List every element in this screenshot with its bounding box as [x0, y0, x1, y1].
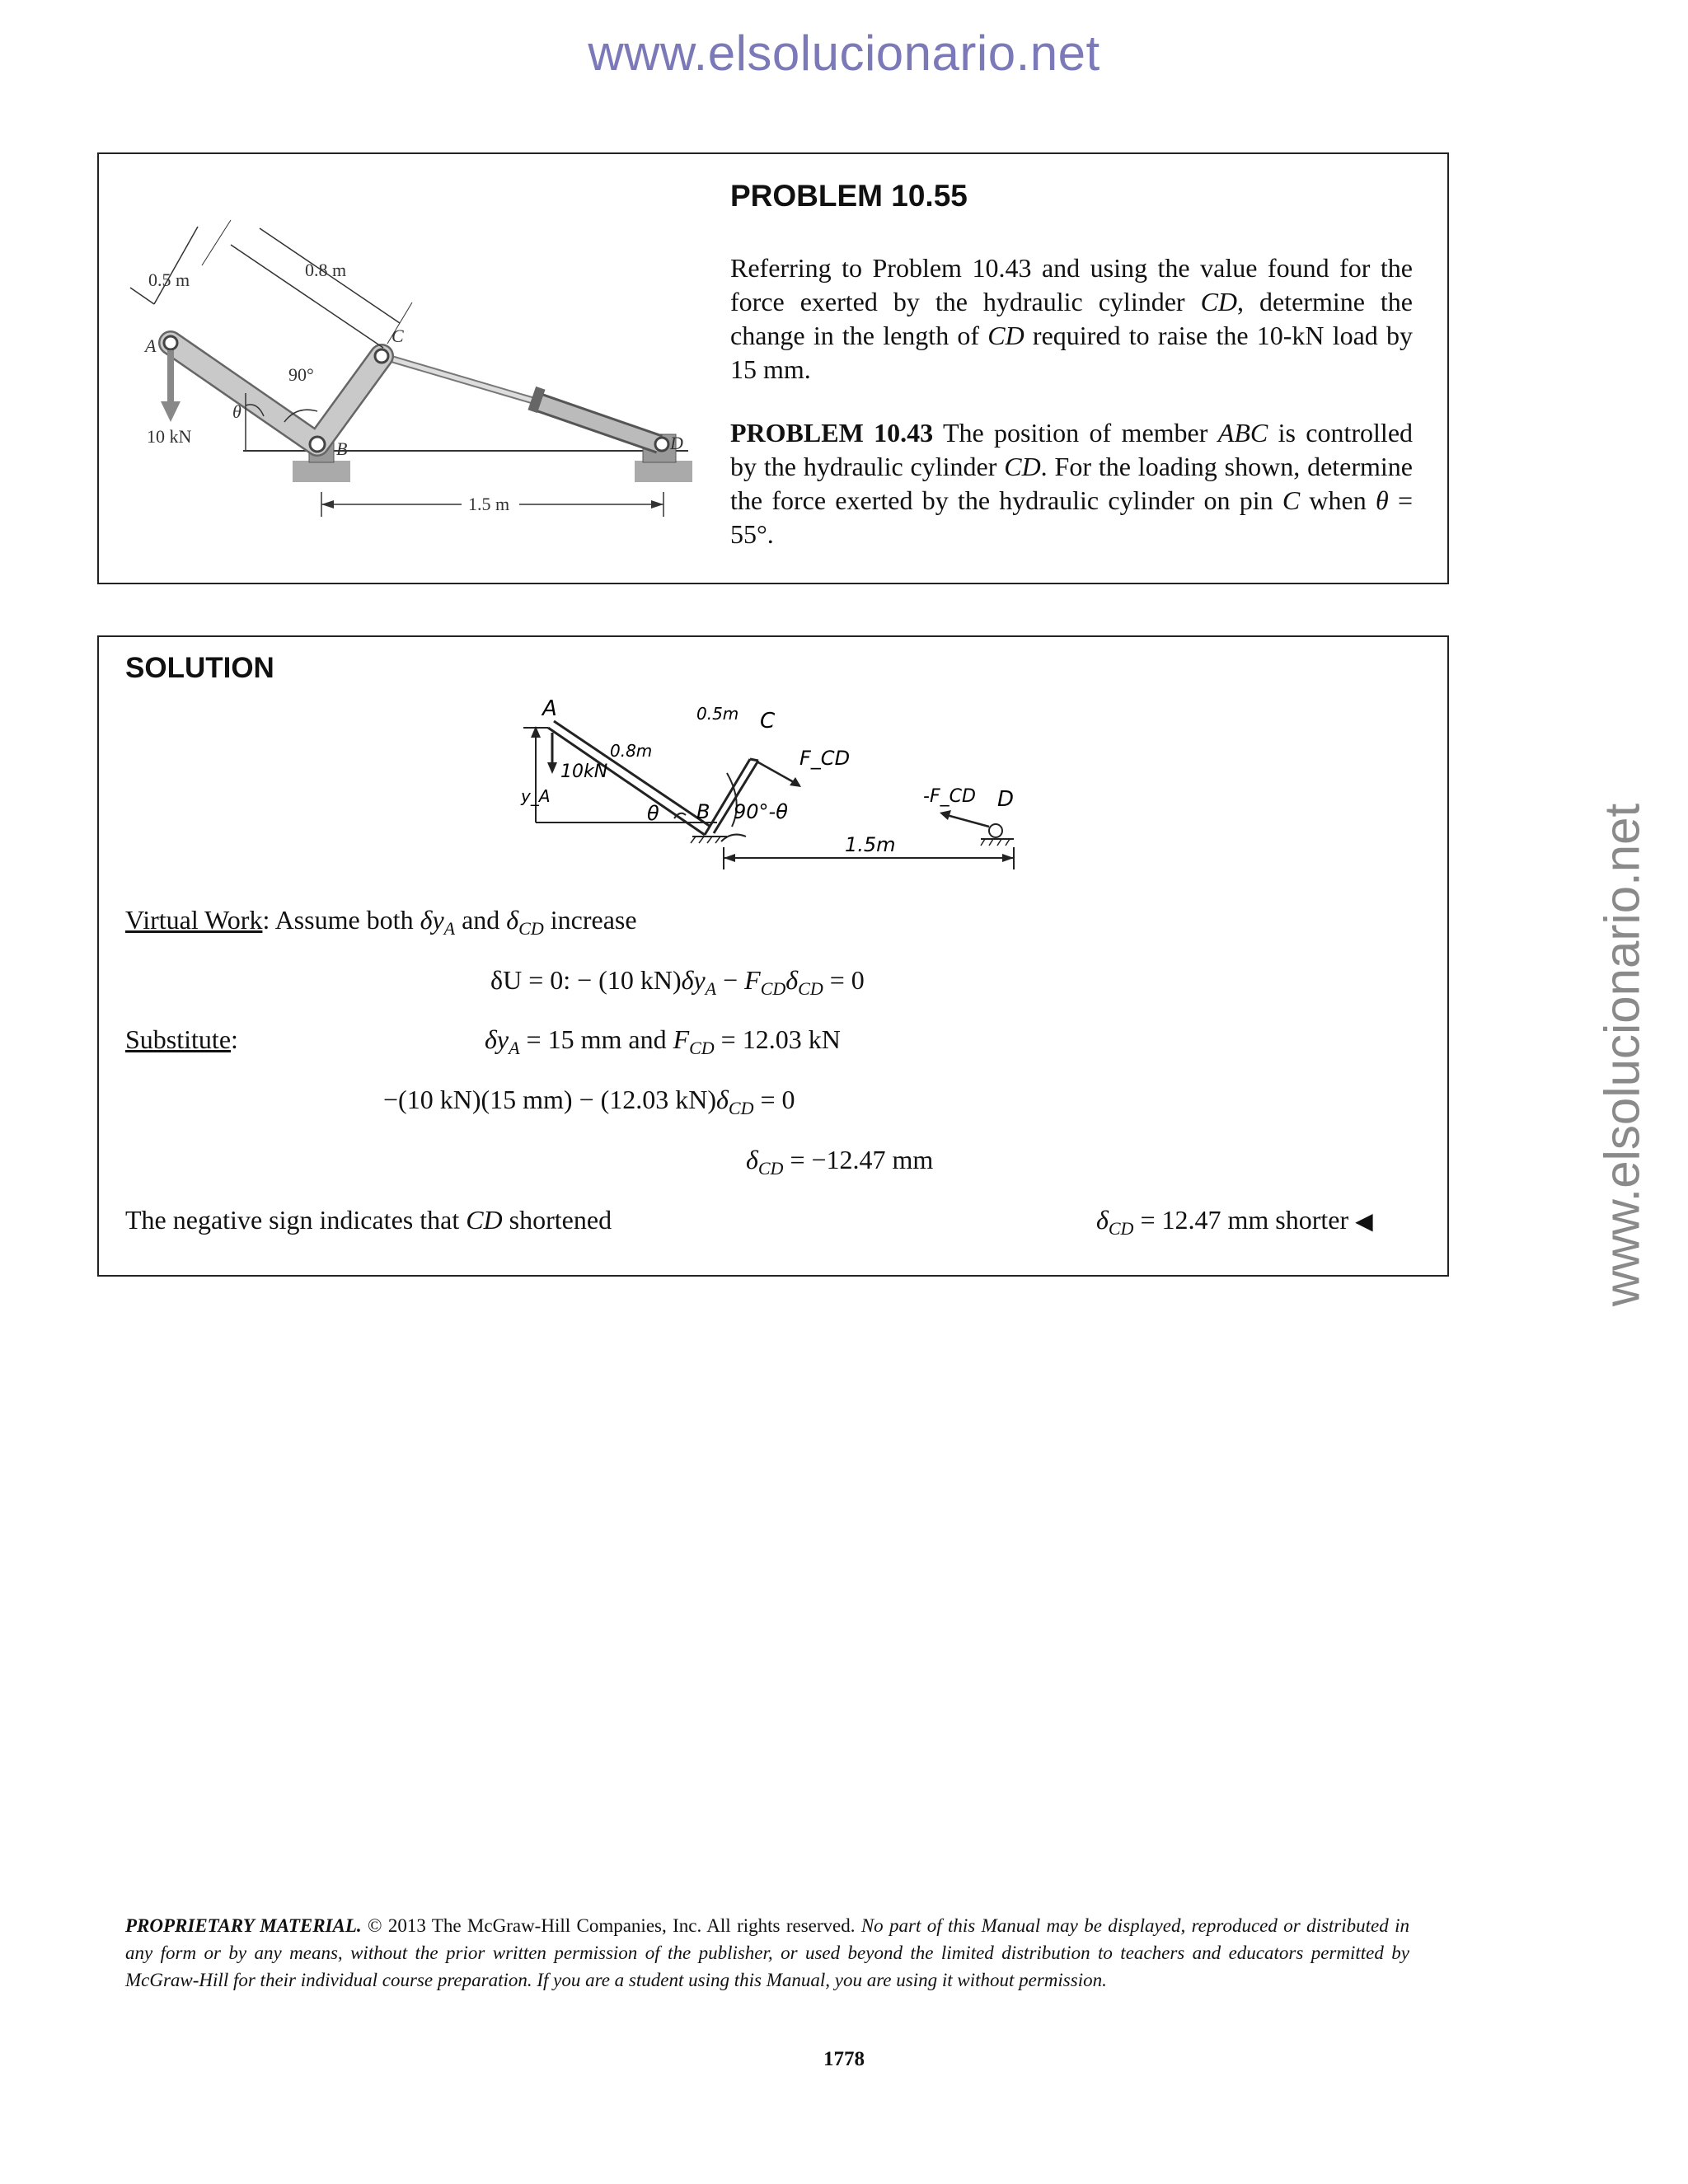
sketch-angle: 90°-θ	[734, 800, 788, 823]
fig-point-b: B	[336, 438, 348, 459]
problem-statement: Referring to Problem 10.43 and using the value found for the force exerted by the hydraulic cylinder CD, determine the change in the length of CD required to raise the 10-kN load by 15 mm.	[730, 253, 1414, 384]
fig-point-d: D	[670, 433, 683, 453]
solution-sketch	[511, 695, 1039, 876]
conclusion-text: The negative sign indicates that CD shortened	[125, 1205, 612, 1235]
substitute-values: $\delta y_A = 15$ mm and $F_{CD} = 12.03$ kN	[485, 1024, 841, 1058]
footer-notice: PROPRIETARY MATERIAL. © 2013 The McGraw-Hill Companies, Inc. All rights reserved. No part of this Manual may be displayed, reproduced or distributed in any form or by any means, without the prior written permission of the publisher, or used beyond the limited distribution to teachers and educators permitted by McGraw-Hill for their individual course preparation. If you are a student using this Manual, you are using it without permission.	[125, 1915, 1409, 1990]
page-number: 1778	[823, 2048, 865, 2070]
fig-point-c: C	[392, 326, 404, 346]
fig-load: 10 kN	[147, 426, 192, 447]
problem-title: PROBLEM 10.55	[730, 179, 968, 213]
sketch-dist: 1.5m	[845, 833, 896, 856]
sketch-d: D	[997, 787, 1015, 812]
solution-box	[97, 635, 1449, 1277]
equation-virtual-work: δU = 0: − (10 $kN)\delta y_A - F_{CD}\delta_{CD} = 0$	[490, 965, 865, 999]
reference-problem: PROBLEM 10.43 The position of member ABC is controlled by the hydraulic cylinder CD. For the loading shown, determine the force exerted by the hydraulic cylinder on pin C when θ = 55°.	[730, 418, 1414, 549]
sketch-len-bc: 0.5m	[696, 704, 739, 724]
problem-figure	[99, 154, 709, 566]
sketch-theta: θ	[647, 802, 659, 825]
solution-title: SOLUTION	[125, 652, 274, 684]
watermark-top[interactable]: www.elsolucionario.net	[588, 26, 1100, 81]
fig-dim-ab: 0.5 m	[148, 269, 190, 290]
fig-theta: θ	[232, 401, 241, 422]
sketch-load: 10kN	[560, 762, 608, 782]
sketch-ya: y_A	[521, 786, 551, 806]
answer-marker-icon: ◀	[1355, 1207, 1373, 1235]
fig-dim-bd: 1.5 m	[468, 494, 510, 514]
virtual-work-line: Virtual Work: Assume both $\delta y_A$ and $\delta_{CD}$ increase	[125, 905, 637, 939]
problem-box	[97, 152, 1449, 584]
equation-substituted: −(10 kN)(15 mm) − (12.03 $kN)\delta_{CD} = 0$	[383, 1085, 795, 1118]
fig-dim-bc: 0.8 m	[305, 260, 347, 280]
watermark-side: www.elsolucionario.net	[1594, 803, 1650, 1307]
sketch-fcd-neg: -F_CD	[923, 786, 976, 807]
substitute-label: Substitute:	[125, 1024, 238, 1054]
sketch-fcd: F_CD	[799, 747, 851, 770]
sketch-len-ab: 0.8m	[610, 741, 653, 761]
fig-angle: 90°	[288, 364, 314, 385]
fig-point-a: A	[145, 335, 157, 356]
sketch-c: C	[760, 709, 776, 733]
equation-result: $\delta_{CD} = -12.47$ mm	[746, 1145, 934, 1179]
sketch-b: B	[696, 800, 710, 823]
sketch-a: A	[542, 696, 557, 721]
final-answer: $\delta_{CD} = 12.47$ mm shorter ◀	[1096, 1205, 1373, 1239]
